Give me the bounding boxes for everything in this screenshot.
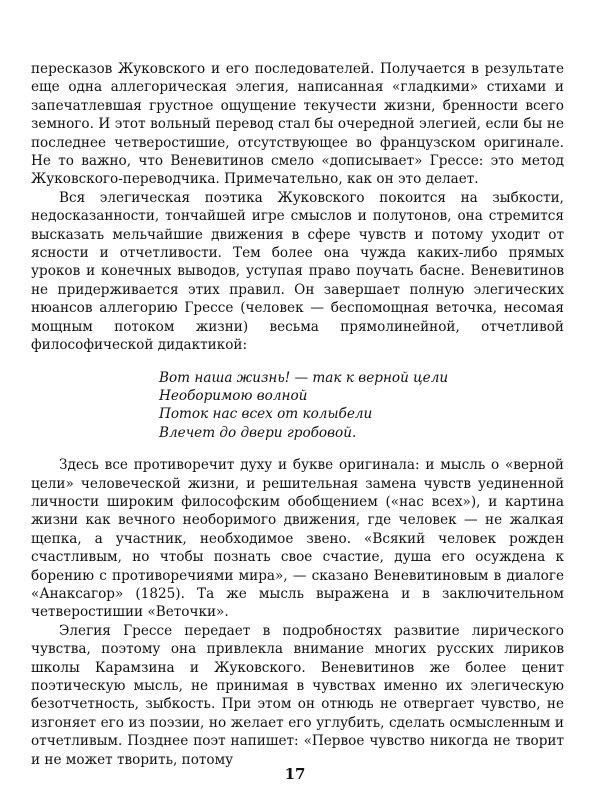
page-number: 17 [284, 765, 306, 783]
poem-line: Вот наша жизнь! — так к верной цели [159, 369, 449, 386]
poem-line: Влечет до двери гробовой. [159, 424, 357, 441]
paragraph-1: пересказов Жуковского и его последователей. Получается в результате еще одна аллегорическая элегия, написанная «гладкими» стихами и запечатлевшая грустное ощущение текучести жизни, бренности всего земного. И этот вольный перевод стал бы очередной элегией, если бы не последнее четверостишие, отсутствующее во французском оригинале. Не то важно, что Веневитинов смело «дописывает» Грессе: это метод Жуковского-переводчика. Примечательно, как он это делает. [31, 61, 564, 188]
paragraph-4: Элегия Грессе передает в подробностях развитие лирического чувства, поэтому она привлекла внимание многих русских лириков школы Карамзина и Жуковского. Веневитинов же более ценит поэтическую мысль, не принимая в чувствах именно их элегическую безотчетность, зыбкость. При этом он отнюдь не отвергает чувство, не изгоняет его из поэзии, но желает его углубить, сделать осмысленным и отчетливым. Позднее поэт напишет: «Первое чувство никогда не творит и не может творить, потому [31, 622, 564, 768]
poem-quote [159, 369, 564, 443]
poem-line: Необоримою волной [159, 387, 308, 404]
poem-line: Поток нас всех от колыбели [159, 406, 373, 423]
paragraph-3: Здесь все противоречит духу и букве оригинала: и мысль о «верной цели» человеческой жизни, и решительная замена чувств уединенной личности широким философским обобщением («нас всех»), и картина жизни как вечного необоримого движения, где человек — не жалкая щепка, а участник, необходимое звено. «Всякий человек рожден счастливым, но чтобы познать свое счастие, душа его осуждена к борению с противоречиями мира», — сказано Веневитиновым в диалоге «Анаксагор» (1825). Та же мысль выражена и в заключительном четверостишии «Веточки». [31, 457, 564, 621]
paragraph-2: Вся элегическая поэтика Жуковского покоится на зыбкости, недосказанности, тончайшей игре смыслов и полутонов, она стремится высказать мельчайшие движения в сфере чувств и потому уходит от ясности и отчетливости. Тем более она чужда каких-либо прямых уроков и конечных выводов, уступая право поучать басне. Веневитинов не придерживается этих правил. Он завершает полную элегических нюансов аллегорию Грессе (человек — беспомощная веточка, несомая мощным потоком жизни) весьма прямолинейной, отчетливой философической дидактикой: [31, 189, 564, 354]
page-body [31, 60, 564, 769]
